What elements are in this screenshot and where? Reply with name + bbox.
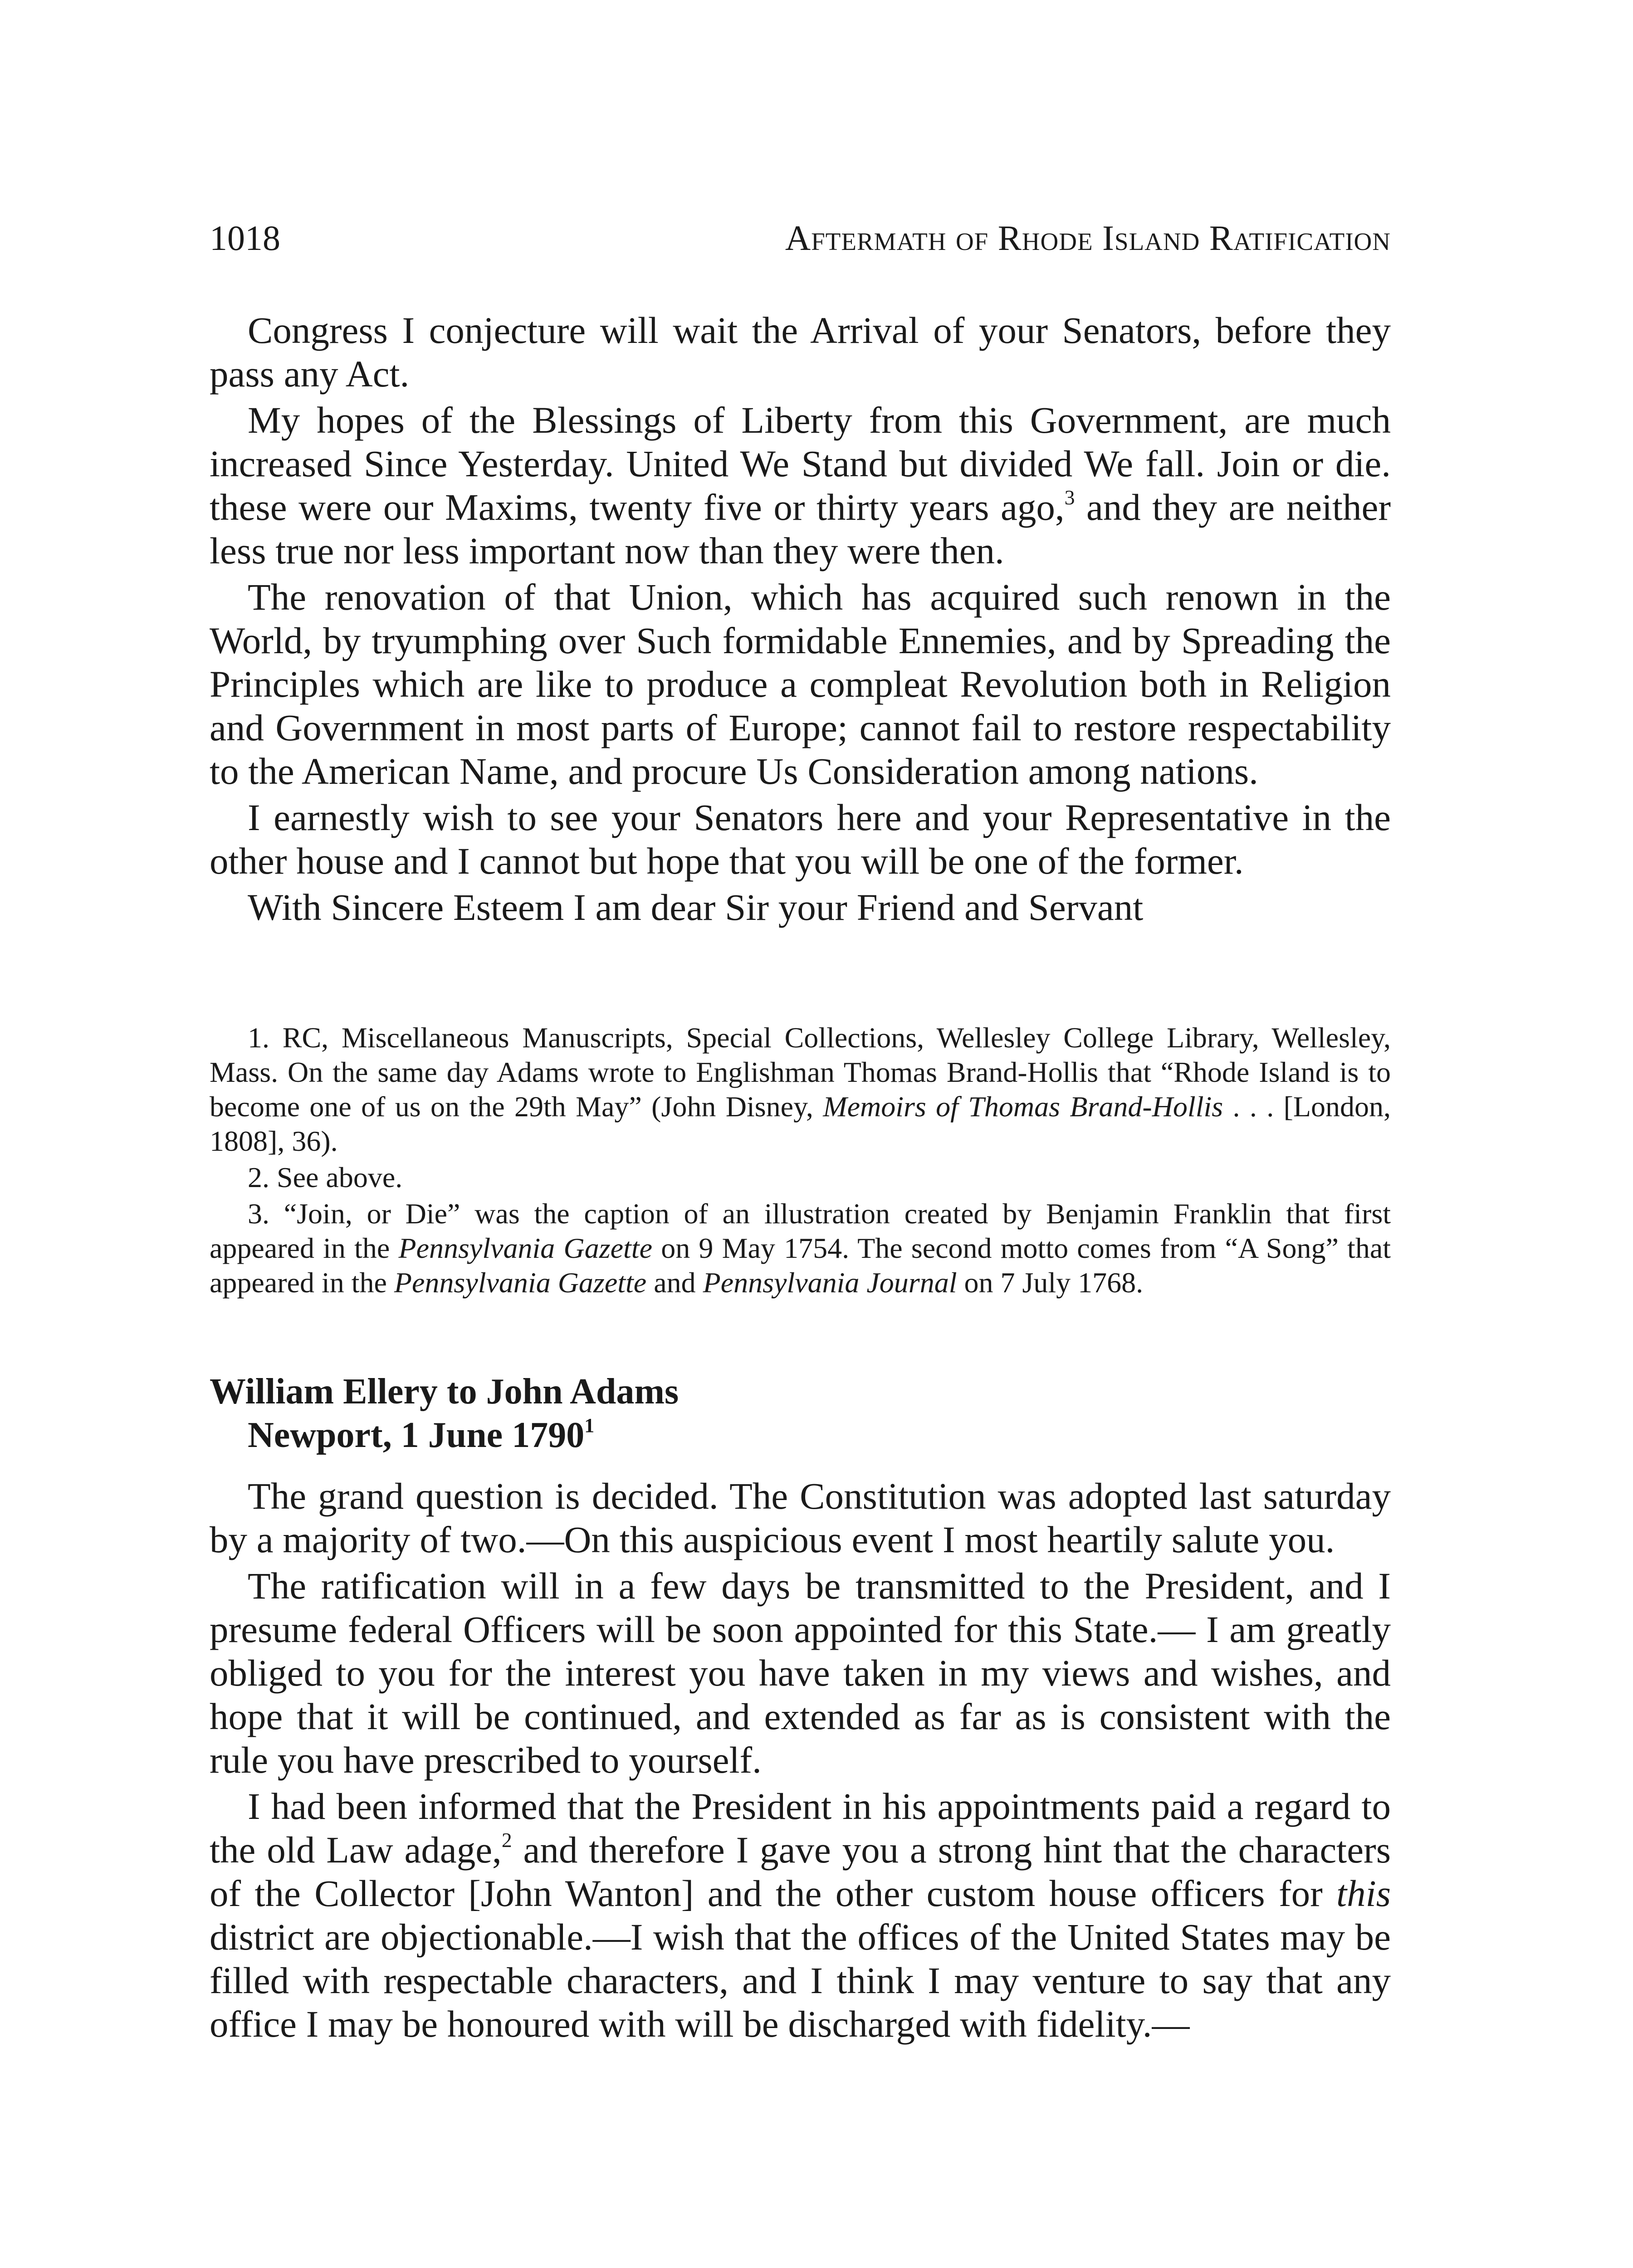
footnote-1: 1. RC, Miscellaneous Manuscripts, Special Collections, Wellesley College Library, Wellesley, Mass. On the same day Adams wrote to Englishman Thomas Brand-Hollis that “Rhode Island is to become one of us on the 29th May” (John Disney, Memoirs of Thomas Brand-Hollis . . . [London, 1808], 36). [210,1022,1391,1157]
footnote-3: 3. “Join, or Die” was the caption of an illustration created by Benjamin Franklin that first appeared in the Pennsylvania Gazette on 9 May 1754. The second motto comes from “A Song” that appeared in the Pennsylvania Gazette and Pennsylvania Journal on 7 July 1768. [210,1198,1391,1299]
page-number: 1018 [210,218,280,258]
footnote-ref: 3 [1064,485,1075,509]
running-head-title: Aftermath of Rhode Island Ratification [785,218,1391,258]
footnote-ref: 1 [584,1414,595,1437]
footnote-2: 2. See above. [248,1161,403,1193]
heading-title: William Ellery to John Adams [210,1372,679,1412]
paragraph: The grand question is decided. The Constitution was adopted last saturday by a majority of two.—On this auspicious event I most heartily salute you. [210,1475,1391,1560]
paragraph: My hopes of the Blessings of Liberty from this Government, are much increased Since Yesterday. United We Stand but divided We fall. Join or die. these were our Maxims, twenty five or thirty years ago,$^3$ and they are neither less true nor less important now than they were then. [210,399,1391,572]
heading-place-date: Newport, 1 June 1790$^1$ [248,1414,595,1455]
paragraph: I earnestly wish to see your Senators here and your Representative in the other house and I cannot but hope that you will be one of the former. [210,797,1391,882]
ellery-letter-body [210,1474,1391,2046]
running-head [210,218,1391,259]
footnotes [210,1021,1391,1300]
paragraph: I had been informed that the President in his appointments paid a regard to the old Law adage,$^2$ and therefore I gave you a strong hint that the characters of the Collector [John Wanton] and the other custom house officers for this district are objectionable.—I wish that the offices of the United States may be filled with respectable characters, and I think I may venture to say that any office I may be honoured with will be discharged with fidelity.— [210,1785,1391,2045]
footnote-ref: 2 [501,1828,512,1852]
adams-letter-continuation [210,308,1391,929]
paragraph: The ratification will in a few days be transmitted to the President, and I presume federal Officers will be soon appointed for this State.— I am greatly obliged to you for the interest you have taken in my views and wishes, and hope that it will be continued, and extended as far as is consistent with the rule you have prescribed to yourself. [210,1565,1391,1781]
paragraph: The renovation of that Union, which has acquired such renown in the World, by tryumphing over Such formidable Ennemies, and by Spreading the Principles which are like to produce a compleat Revolution both in Religion and Government in most parts of Europe; cannot fail to restore respectability to the American Name, and procure Us Consideration among nations. [210,576,1391,792]
paragraph: Congress I conjecture will wait the Arrival of your Senators, before they pass any Act. [210,309,1391,395]
closing-line: With Sincere Esteem I am dear Sir your Friend and Servant [248,886,1144,928]
document-heading [210,1370,1391,1457]
